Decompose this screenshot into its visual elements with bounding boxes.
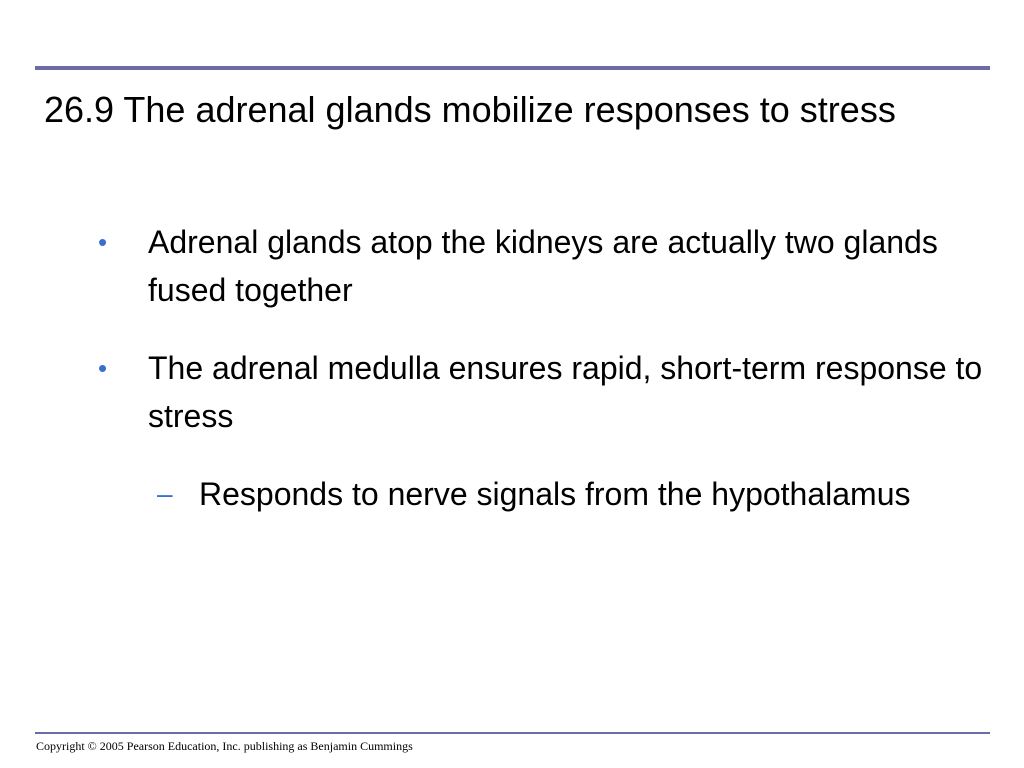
bullet-item	[98, 218, 988, 314]
sub-bullet-text: Responds to nerve signals from the hypothalamus	[199, 476, 911, 512]
bullet-marker: •	[98, 227, 108, 257]
bullet-item	[98, 344, 998, 440]
slide-title: 26.9 The adrenal glands mobilize responses to stress	[44, 89, 896, 130]
top-divider	[35, 66, 990, 70]
bullet-text: The adrenal medulla ensures rapid, short-term response to stress	[148, 350, 983, 434]
bottom-divider	[35, 732, 990, 734]
bullet-marker: •	[98, 353, 108, 383]
sub-bullet-marker: –	[157, 478, 173, 509]
bullet-text: Adrenal glands atop the kidneys are actually two glands fused together	[148, 224, 938, 308]
sub-bullet-item	[157, 470, 989, 518]
copyright-footer: Copyright © 2005 Pearson Education, Inc. publishing as Benjamin Cummings	[36, 739, 413, 753]
